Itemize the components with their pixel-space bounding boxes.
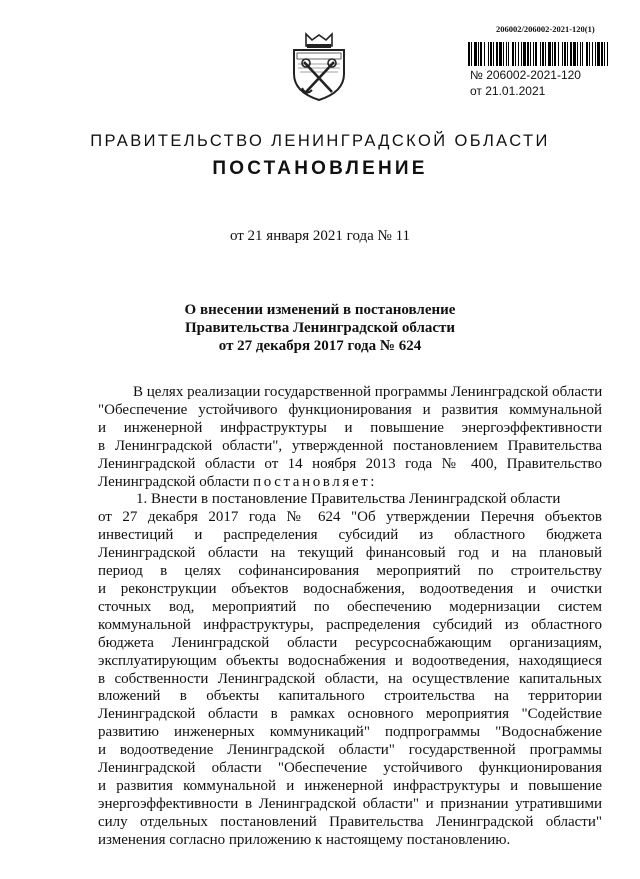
registration-date: от 21.01.2021	[470, 84, 546, 98]
coat-of-arms-icon	[288, 32, 350, 102]
document-heading	[0, 301, 640, 355]
body-line: Ленинградской области от 14 ноября 2013 года № 400, Правительство	[98, 455, 602, 472]
document-type: ПОСТАНОВЛЕНИЕ	[212, 158, 428, 179]
barcode-bar	[607, 42, 608, 66]
document-date: от 21 января 2021 года № 11	[229, 228, 411, 244]
heading-line: О внесении изменений в постановление	[184, 302, 456, 318]
item-1-line: энергоэффективности в Ленинградской области" и признании утратившими	[98, 795, 602, 812]
body-line: в Ленинградской области", утвержденной постановлением Правительства	[98, 437, 602, 454]
registration-number: № 206002-2021-120	[470, 68, 581, 82]
document-code: 206002/206002-2021-120(1)	[496, 24, 595, 34]
item-1-line: развитию инженерных коммуникаций" подпрограммы "Водоснабжение	[98, 724, 602, 741]
item-1-line: в собственности Ленинградской области, на осуществление капитальных	[98, 670, 602, 687]
item-1-line: коммунальной инфраструктуры, распределения субсидий из областного	[98, 616, 602, 633]
item-1-line: эксплуатирующим объекты водоснабжения и водоотведения, находящиеся	[98, 652, 602, 669]
body-line: В целях реализации государственной программы Ленинградской области	[133, 384, 603, 400]
heading-line: Правительства Ленинградской области	[184, 320, 456, 336]
item-1-line: период в целях софинансирования мероприятий по строительству	[98, 563, 602, 580]
document-body	[98, 384, 602, 850]
item-1-line: 1. Внести в постановление Правительства Ленинградской области	[136, 491, 561, 508]
body-line: и инженерной инфраструктуры и повышение энергоэффективности	[98, 419, 602, 436]
item-1-line: инвестиций и распределения субсидий из областного бюджета	[98, 527, 602, 544]
item-1-line: силу отдельных постановлений Правительства Ленинградской области"	[98, 813, 602, 830]
item-1-line: вложений в объекты капитального строительства на территории	[98, 688, 602, 705]
heading-line: от 27 декабря 2017 года № 624	[218, 338, 422, 354]
item-1-line: Ленинградской области в рамках основного мероприятия "Содействие	[98, 706, 602, 723]
body-line	[98, 474, 602, 492]
body-text-span: Ленинградской области	[98, 473, 250, 490]
item-1-line: и водоотведение Ленинградской области" государственной программы	[98, 742, 602, 759]
item-1-line: и развития коммунальной и инженерной инфраструктуры и повышение	[98, 777, 602, 794]
resolves-word: постановляет:	[253, 473, 378, 490]
item-1-line: изменения согласно приложению к настоящему постановлению.	[98, 831, 511, 848]
item-1-line: бюджета Ленинградской области ресурсоснабжающим организациям,	[98, 634, 602, 651]
item-1-line: Ленинградской области на текущий финансовый год и на плановый	[98, 545, 602, 562]
item-1-line: от 27 декабря 2017 года № 624 "Об утверждении Перечня объектов	[98, 509, 602, 526]
barcode	[468, 42, 608, 66]
body-line: "Обеспечение устойчивого функционирования и развития коммунальной	[98, 401, 602, 418]
item-1-line: Ленинградской области "Обеспечение устойчивого функционирования	[98, 760, 602, 777]
item-1-line: сточных вод, мероприятий по обеспечению модернизации систем	[98, 598, 602, 615]
government-title: ПРАВИТЕЛЬСТВО ЛЕНИНГРАДСКОЙ ОБЛАСТИ	[90, 132, 550, 150]
item-1-line: и реконструкции объектов водоснабжения, водоотведения и очистки	[98, 580, 602, 597]
